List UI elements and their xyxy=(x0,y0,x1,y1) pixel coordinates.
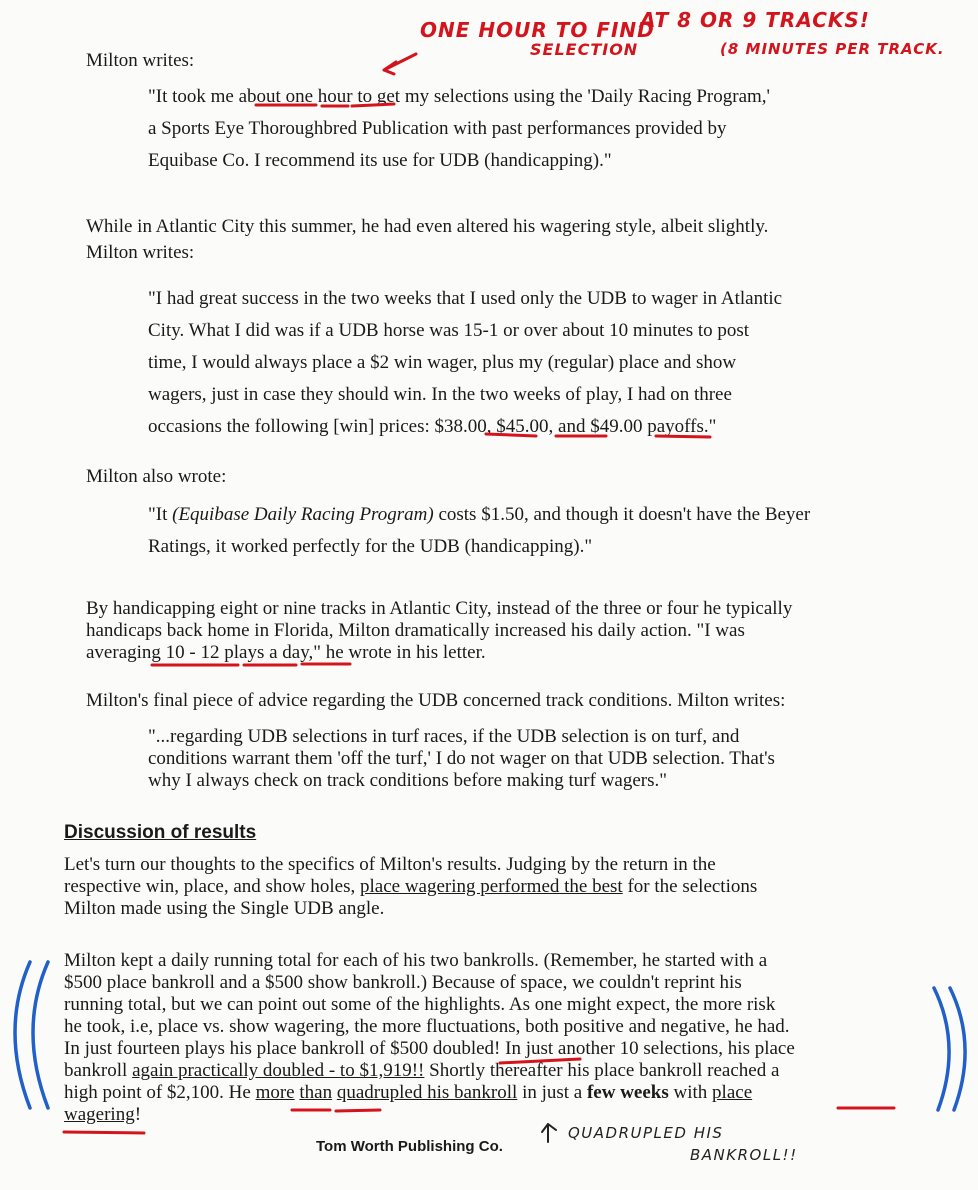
underline-wagering xyxy=(64,1132,144,1133)
quote-1 xyxy=(148,84,770,174)
blue-bracket-right-1 xyxy=(934,988,949,1110)
paragraph-bankrolls-line-7: high point of $2,100. He more than quadrupled his bankroll in just a few weeks with place xyxy=(64,1082,753,1103)
black-arrow xyxy=(542,1124,556,1142)
quote-1-line-1: "It took me about one hour to get my selections using the 'Daily Racing Program,' xyxy=(148,86,770,107)
paragraph-bankrolls-line-5: In just fourteen plays his place bankroll of $500 doubled! In just another 10 selections, his place xyxy=(64,1038,795,1059)
quote-4 xyxy=(148,726,775,792)
paragraph-bankrolls-line-2: $500 place bankroll and a $500 show bankroll.) Because of space, we couldn't reprint his xyxy=(64,972,742,993)
blue-bracket-left-1 xyxy=(15,962,30,1108)
quote-2-line-4: wagers, just in case they should win. In the two weeks of play, I had on three xyxy=(148,384,732,405)
annotation-top-line1b: AT 8 OR 9 TRACKS! xyxy=(640,8,870,32)
quote-3-line-2: Ratings, it worked perfectly for the UDB (handicapping)." xyxy=(148,536,593,557)
quote-3-line-1: "It (Equibase Daily Racing Program) costs $1.50, and though it doesn't have the Beyer xyxy=(148,504,811,525)
intro-milton-writes: Milton writes: xyxy=(86,50,195,71)
annotation-top-line3: (8 MINUTES PER TRACK. xyxy=(720,40,945,58)
paragraph-discussion xyxy=(64,854,757,920)
annotation-top-line2: SELECTION xyxy=(530,40,639,59)
section-heading: Discussion of results xyxy=(64,822,257,843)
paragraph-bankrolls-line-1: Milton kept a daily running total for each of his two bankrolls. (Remember, he started with a xyxy=(64,950,768,971)
paragraph-final-advice: Milton's final piece of advice regarding the UDB concerned track conditions. Milton writes: xyxy=(86,690,786,711)
quote-4-line-2: conditions warrant them 'off the turf,' I do not wager on that UDB selection. That's xyxy=(148,748,775,769)
paragraph-bankrolls-line-3: running total, but we can point out some of the highlights. As one might expect, the more risk xyxy=(64,994,776,1015)
paragraph-handicapping-line-2: handicaps back home in Florida, Milton dramatically increased his daily action. "I was xyxy=(86,620,745,641)
paragraph-discussion-line-2: respective win, place, and show holes, place wagering performed the best for the selections xyxy=(64,876,758,897)
paragraph-bankrolls-line-6: bankroll again practically doubled - to $1,919!! Shortly thereafter his place bankroll reached a xyxy=(64,1060,780,1081)
blue-bracket-right-2 xyxy=(950,988,965,1110)
paragraph-discussion-line-3: Milton made using the Single UDB angle. xyxy=(64,898,385,919)
paragraph-bankrolls-line-4: he took, i.e, place vs. show wagering, the more fluctuations, both positive and negative, he had. xyxy=(64,1016,790,1037)
quote-1-line-3: Equibase Co. I recommend its use for UDB (handicapping)." xyxy=(148,150,612,171)
intro-milton-also-wrote: Milton also wrote: xyxy=(86,466,227,487)
annotation-quadrupled: QUADRUPLED HIS xyxy=(568,1124,724,1142)
annotation-top-line1: ONE HOUR TO FIND xyxy=(420,18,655,42)
blue-bracket-left-2 xyxy=(33,962,48,1108)
red-arrow xyxy=(384,54,416,74)
quote-4-line-1: "...regarding UDB selections in turf races, if the UDB selection is on turf, and xyxy=(148,726,740,747)
quote-3 xyxy=(148,502,810,560)
paragraph-bankrolls-line-8: wagering! xyxy=(64,1104,142,1125)
paragraph-handicapping xyxy=(86,598,792,664)
quote-1-line-2: a Sports Eye Thoroughbred Publication with past performances provided by xyxy=(148,118,727,139)
quote-2-line-5: occasions the following [win] prices: $38.00, $45.00, and $49.00 payoffs." xyxy=(148,416,717,437)
paragraph-discussion-line-1: Let's turn our thoughts to the specifics of Milton's results. Judging by the return in the xyxy=(64,854,716,875)
quote-2-line-3: time, I would always place a $2 win wager, plus my (regular) place and show xyxy=(148,352,737,373)
paragraph-handicapping-line-1: By handicapping eight or nine tracks in Atlantic City, instead of the three or four he typically xyxy=(86,598,793,619)
paragraph-atlantic-city-line-2: Milton writes: xyxy=(86,242,195,263)
paragraph-bankrolls xyxy=(64,950,795,1126)
paragraph-atlantic-city xyxy=(86,214,768,266)
annotation-bankroll: BANKROLL!! xyxy=(690,1146,798,1164)
footer-publisher: Tom Worth Publishing Co. xyxy=(316,1138,503,1155)
paragraph-atlantic-city-line-1: While in Atlantic City this summer, he had even altered his wagering style, albeit slightly. xyxy=(86,216,769,237)
quote-2-line-2: City. What I did was if a UDB horse was 15-1 or over about 10 minutes to post xyxy=(148,320,750,341)
quote-2 xyxy=(148,286,782,440)
quote-4-line-3: why I always check on track conditions before making turf wagers." xyxy=(148,770,668,791)
paragraph-handicapping-line-3: averaging 10 - 12 plays a day," he wrote in his letter. xyxy=(86,642,486,663)
quote-2-line-1: "I had great success in the two weeks that I used only the UDB to wager in Atlantic xyxy=(148,288,783,309)
